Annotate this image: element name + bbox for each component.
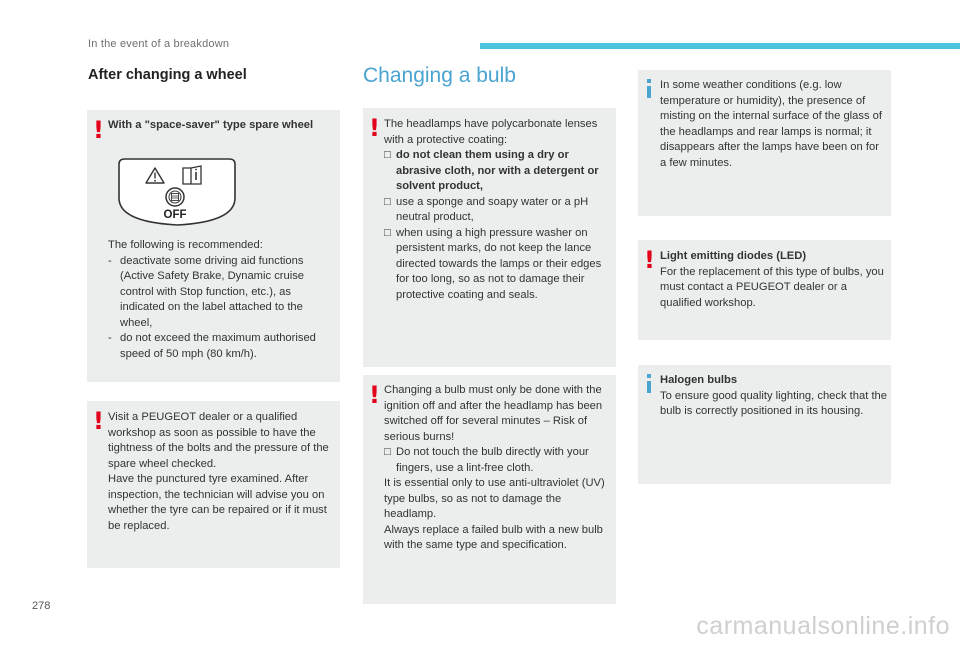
list-item-text: use a sponge and soapy water or a pH neutral product, [396, 195, 589, 223]
off-label: OFF [163, 209, 187, 221]
warning-box-led [638, 240, 891, 340]
box-body [384, 117, 614, 303]
dash-marker: - [108, 254, 112, 267]
page-number: 278 [32, 600, 51, 612]
list-item [108, 331, 338, 362]
watermark: carmanualsonline.info [696, 612, 950, 640]
paragraph: For the replacement of this type of bulbs, you must contact a PEUGEOT dealer or a qualified workshop. [660, 265, 884, 309]
paragraph: The headlamps have polycarbonate lenses with a protective coating: [384, 118, 598, 146]
list-item [384, 226, 614, 304]
warning-icon: ! [93, 407, 104, 435]
box-body [660, 373, 888, 420]
warning-icon: ! [369, 381, 380, 409]
box-body: In some weather conditions (e.g. low temperature or humidity), the presence of misting on the internal surface of the glass of the headlamps and rear lamps is normal; it disappears after the lamps have been on for a few minutes. [660, 79, 883, 169]
list-item [384, 445, 614, 476]
box-heading: Halogen bulbs [660, 374, 738, 386]
box-body [660, 249, 888, 311]
list-item [384, 195, 614, 226]
warning-icon: ! [369, 114, 380, 142]
paragraph: Have the punctured tyre examined. After inspection, the technician will advise you on whether the tyre can be repaired or if it must be replaced. [108, 473, 327, 532]
checkbox-bullet-icon: □ [384, 149, 391, 161]
paragraph: Changing a bulb must only be done with the ignition off and after the headlamp has been switched off for several minutes – Risk of serious burns! [384, 384, 603, 443]
list-item-text: deactivate some driving aid functions (Active Safety Brake, Dynamic cruise control with Stop function, etc.), as indicated on the label attached to the wheel, [120, 254, 305, 329]
list-item [384, 148, 614, 195]
warning-box-visit-dealer [87, 401, 340, 568]
warning-box-polycarbonate [363, 108, 616, 367]
warning-box-bulb-change [363, 375, 616, 604]
checkbox-bullet-icon: □ [384, 226, 391, 239]
paragraph: Visit a PEUGEOT dealer or a qualified workshop as soon as possible to have the tightness of the bolts and the pressure of the spare wheel checked. [108, 411, 329, 470]
paragraph: It is essential only to use anti-ultraviolet (UV) type bulbs, so as not to damage the headlamp. [384, 477, 605, 520]
warning-icon: ! [644, 246, 655, 274]
running-header: In the event of a breakdown [88, 38, 230, 50]
spare-wheel-label-image [115, 156, 239, 228]
recommendation-intro: The following is recommended: [108, 239, 263, 251]
header-accent-bar [480, 43, 960, 49]
box-heading: With a "space-saver" type spare wheel [108, 119, 314, 131]
info-box-halogen [638, 365, 891, 484]
info-box-misting [638, 70, 891, 216]
paragraph: To ensure good quality lighting, check that the bulb is correctly positioned in its housing. [660, 389, 888, 417]
list-item-text: do not clean them using a dry or abrasive cloth, nor with a detergent or solvent product, [396, 149, 599, 192]
info-icon [647, 86, 651, 98]
list-item [108, 254, 338, 332]
box-body [108, 410, 338, 534]
list-item-text: Do not touch the bulb directly with your fingers, use a lint-free cloth. [396, 446, 589, 474]
warning-box-space-saver [87, 110, 340, 382]
list-item-text: do not exceed the maximum authorised speed of 50 mph (80 km/h). [120, 332, 316, 360]
dash-marker: - [108, 332, 112, 344]
info-icon [647, 381, 651, 393]
recommendation-text [108, 238, 338, 362]
section-title-after-changing-wheel: After changing a wheel [88, 67, 247, 83]
box-body [384, 383, 614, 554]
page-title: Changing a bulb [363, 64, 516, 87]
checkbox-bullet-icon: □ [384, 195, 391, 208]
list-item-text: when using a high pressure washer on persistent marks, do not keep the lance directed towards the lamps or their edges for too long, so as not to damage their protective coating and seals. [396, 226, 602, 301]
box-heading: Light emitting diodes (LED) [660, 250, 807, 262]
paragraph: Always replace a failed bulb with a new bulb with the same type and specification. [384, 523, 603, 551]
checkbox-bullet-icon: □ [384, 446, 391, 458]
warning-icon: ! [93, 116, 104, 144]
